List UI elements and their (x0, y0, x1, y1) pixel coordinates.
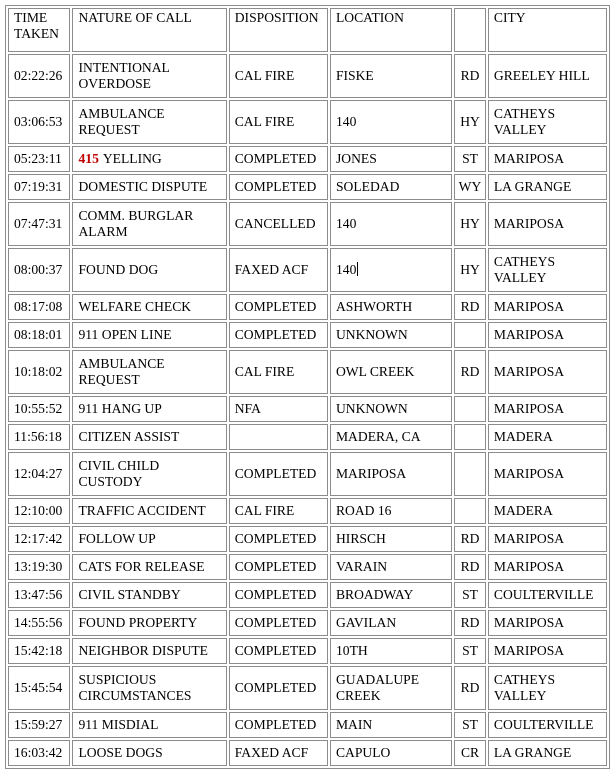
nature-cell (72, 202, 226, 246)
city-cell (488, 638, 607, 664)
disposition-cell (229, 638, 328, 664)
disposition-value: FAXED ACF (234, 262, 309, 277)
city-value: CATHEYS VALLEY (493, 254, 556, 285)
city-value: MARIPOSA (493, 216, 565, 231)
nature-value: TRAFFIC ACCIDENT (78, 503, 206, 518)
nature-cell (72, 350, 226, 394)
city-cell (488, 146, 607, 172)
location-value: FISKE (335, 68, 374, 83)
time-value: 08:00:37 (14, 262, 63, 277)
time-cell (8, 100, 70, 144)
disposition-value: COMPLETED (234, 151, 317, 166)
street-type-value: RD (460, 68, 480, 83)
location-cell (330, 174, 452, 200)
nature-value: CITIZEN ASSIST (78, 429, 180, 444)
nature-value: FOUND PROPERTY (78, 615, 198, 630)
disposition-value: FAXED ACF (234, 745, 309, 760)
location-cell (330, 424, 452, 450)
disposition-cell (229, 740, 328, 766)
street-type-value: CR (460, 745, 480, 760)
time-cell (8, 202, 70, 246)
location-value: JONES (335, 151, 377, 166)
time-value: 03:06:53 (14, 114, 63, 129)
city-cell (488, 740, 607, 766)
nature-cell (72, 248, 226, 292)
street-type-cell (454, 498, 486, 524)
time-value: 10:18:02 (14, 364, 63, 379)
time-value: 12:10:00 (14, 503, 63, 518)
time-cell (8, 610, 70, 636)
location-cell (330, 452, 452, 496)
time-cell (8, 322, 70, 348)
city-value: CATHEYS VALLEY (493, 672, 556, 703)
nature-value: COMM. BURGLAR ALARM (78, 208, 194, 239)
city-cell (488, 712, 607, 738)
nature-cell (72, 174, 226, 200)
disposition-cell (229, 396, 328, 422)
nature-cell (72, 294, 226, 320)
street-type-cell (454, 526, 486, 552)
city-cell (488, 174, 607, 200)
time-value: 08:17:08 (14, 299, 63, 314)
disposition-cell (229, 248, 328, 292)
location-value: UNKNOWN (335, 327, 408, 342)
table-row (8, 350, 607, 394)
disposition-cell (229, 54, 328, 98)
time-value: 11:56:18 (14, 429, 62, 444)
city-cell (488, 100, 607, 144)
nature-value: 911 MISDIAL (78, 717, 159, 732)
nature-cell (72, 712, 226, 738)
nature-cell (72, 146, 226, 172)
time-cell (8, 452, 70, 496)
street-type-value: HY (460, 114, 480, 129)
time-cell (8, 582, 70, 608)
time-cell (8, 396, 70, 422)
location-value: ASHWORTH (335, 299, 413, 314)
street-type-value: HY (460, 216, 480, 231)
nature-value: NEIGHBOR DISPUTE (78, 643, 208, 658)
disposition-cell (229, 712, 328, 738)
nature-value: FOLLOW UP (78, 531, 156, 546)
header-row (8, 8, 607, 52)
table-row (8, 248, 607, 292)
header-location: LOCATION (330, 8, 452, 52)
street-type-cell (454, 712, 486, 738)
nature-cell (72, 638, 226, 664)
city-cell (488, 248, 607, 292)
city-value: COULTERVILLE (493, 587, 594, 602)
location-value: MARIPOSA (335, 466, 407, 481)
disposition-cell (229, 554, 328, 580)
nature-value: FOUND DOG (78, 262, 159, 277)
nature-cell (72, 740, 226, 766)
nature-value: CIVIL CHILD CUSTODY (78, 458, 160, 489)
city-value: MARIPOSA (493, 151, 565, 166)
street-type-cell (454, 174, 486, 200)
location-cell (330, 712, 452, 738)
location-value: 140 (335, 262, 357, 277)
nature-cell (72, 452, 226, 496)
street-type-value: WY (458, 179, 482, 194)
call-log-table (5, 5, 610, 769)
city-value: MARIPOSA (493, 615, 565, 630)
time-value: 02:22:26 (14, 68, 63, 83)
city-cell (488, 54, 607, 98)
nature-cell (72, 666, 226, 710)
location-value: 140 (335, 114, 357, 129)
nature-value: YELLING (102, 151, 162, 166)
time-value: 13:19:30 (14, 559, 63, 574)
nature-value: CIVIL STANDBY (78, 587, 181, 602)
nature-value: 911 OPEN LINE (78, 327, 172, 342)
city-value: MARIPOSA (493, 401, 565, 416)
nature-value: DOMESTIC DISPUTE (78, 179, 208, 194)
location-cell (330, 666, 452, 710)
city-cell (488, 498, 607, 524)
disposition-cell (229, 174, 328, 200)
table-row (8, 610, 607, 636)
time-value: 12:04:27 (14, 466, 63, 481)
city-cell (488, 294, 607, 320)
nature-value: INTENTIONAL OVERDOSE (78, 60, 170, 91)
nature-value: 911 HANG UP (78, 401, 162, 416)
location-value: MADERA, CA (335, 429, 421, 444)
city-value: MADERA (493, 429, 553, 444)
street-type-value: ST (462, 151, 478, 166)
disposition-value: COMPLETED (234, 531, 317, 546)
time-value: 12:17:42 (14, 531, 63, 546)
street-type-value: RD (460, 559, 480, 574)
disposition-cell (229, 666, 328, 710)
street-type-cell (454, 146, 486, 172)
location-cell (330, 54, 452, 98)
street-type-cell (454, 452, 486, 496)
street-type-value: ST (462, 643, 478, 658)
nature-cell (72, 396, 226, 422)
time-cell (8, 248, 70, 292)
table-row (8, 396, 607, 422)
disposition-value: CAL FIRE (234, 364, 295, 379)
disposition-cell (229, 294, 328, 320)
disposition-value: COMPLETED (234, 179, 317, 194)
time-cell (8, 424, 70, 450)
table-row (8, 100, 607, 144)
city-value: MARIPOSA (493, 531, 565, 546)
time-cell (8, 554, 70, 580)
nature-cell (72, 322, 226, 348)
location-cell (330, 322, 452, 348)
disposition-value: COMPLETED (234, 643, 317, 658)
location-cell (330, 248, 452, 292)
city-cell (488, 424, 607, 450)
city-cell (488, 610, 607, 636)
street-type-value: HY (460, 262, 480, 277)
location-value: CAPULO (335, 745, 391, 760)
table-row (8, 666, 607, 710)
street-type-cell (454, 396, 486, 422)
text-cursor (357, 262, 358, 276)
location-value: SOLEDAD (335, 179, 400, 194)
time-cell (8, 498, 70, 524)
city-value: MARIPOSA (493, 327, 565, 342)
disposition-value: COMPLETED (234, 680, 317, 695)
table-row (8, 554, 607, 580)
time-cell (8, 526, 70, 552)
disposition-value: COMPLETED (234, 587, 317, 602)
nature-cell (72, 554, 226, 580)
nature-cell (72, 100, 226, 144)
time-cell (8, 666, 70, 710)
disposition-cell (229, 100, 328, 144)
nature-cell (72, 526, 226, 552)
call-code: 415 (78, 151, 99, 166)
location-value: HIRSCH (335, 531, 386, 546)
disposition-cell (229, 452, 328, 496)
disposition-value: NFA (234, 401, 261, 416)
street-type-cell (454, 54, 486, 98)
location-value: OWL CREEK (335, 364, 415, 379)
disposition-cell (229, 498, 328, 524)
disposition-cell (229, 146, 328, 172)
disposition-value: CAL FIRE (234, 503, 295, 518)
street-type-cell (454, 350, 486, 394)
disposition-cell (229, 424, 328, 450)
nature-value: LOOSE DOGS (78, 745, 163, 760)
disposition-value: COMPLETED (234, 615, 317, 630)
disposition-value: COMPLETED (234, 327, 317, 342)
time-cell (8, 294, 70, 320)
street-type-cell (454, 202, 486, 246)
city-value: MARIPOSA (493, 364, 565, 379)
disposition-value: CAL FIRE (234, 68, 295, 83)
time-value: 15:45:54 (14, 680, 63, 695)
header-city: CITY (488, 8, 607, 52)
table-row (8, 526, 607, 552)
location-cell (330, 294, 452, 320)
time-cell (8, 638, 70, 664)
street-type-cell (454, 582, 486, 608)
disposition-cell (229, 322, 328, 348)
street-type-cell (454, 610, 486, 636)
table-row (8, 322, 607, 348)
time-value: 07:19:31 (14, 179, 63, 194)
street-type-cell (454, 424, 486, 450)
table-row (8, 174, 607, 200)
location-cell (330, 396, 452, 422)
disposition-cell (229, 350, 328, 394)
location-cell (330, 582, 452, 608)
table-row (8, 638, 607, 664)
time-cell (8, 740, 70, 766)
time-value: 10:55:52 (14, 401, 63, 416)
street-type-value: ST (462, 587, 478, 602)
street-type-cell (454, 100, 486, 144)
nature-value: WELFARE CHECK (78, 299, 192, 314)
disposition-cell (229, 610, 328, 636)
city-value: MARIPOSA (493, 466, 565, 481)
city-value: MADERA (493, 503, 553, 518)
table-row (8, 146, 607, 172)
time-cell (8, 712, 70, 738)
time-value: 07:47:31 (14, 216, 63, 231)
table-row (8, 54, 607, 98)
location-value: UNKNOWN (335, 401, 408, 416)
time-value: 08:18:01 (14, 327, 63, 342)
city-value: COULTERVILLE (493, 717, 594, 732)
location-value: BROADWAY (335, 587, 414, 602)
city-cell (488, 452, 607, 496)
disposition-value: CAL FIRE (234, 114, 295, 129)
location-value: MAIN (335, 717, 373, 732)
table-row (8, 452, 607, 496)
time-value: 05:23:11 (14, 151, 62, 166)
street-type-value: RD (460, 531, 480, 546)
disposition-value: COMPLETED (234, 466, 317, 481)
location-cell (330, 350, 452, 394)
table-row (8, 740, 607, 766)
disposition-value: COMPLETED (234, 299, 317, 314)
city-value: MARIPOSA (493, 299, 565, 314)
location-cell (330, 498, 452, 524)
location-value: VARAIN (335, 559, 388, 574)
time-cell (8, 146, 70, 172)
nature-value: AMBULANCE REQUEST (78, 106, 165, 137)
location-cell (330, 526, 452, 552)
nature-cell (72, 54, 226, 98)
time-value: 16:03:42 (14, 745, 63, 760)
city-value: GREELEY HILL (493, 68, 590, 83)
street-type-value: RD (460, 364, 480, 379)
street-type-value: ST (462, 717, 478, 732)
time-cell (8, 54, 70, 98)
city-value: MARIPOSA (493, 643, 565, 658)
time-value: 15:59:27 (14, 717, 63, 732)
location-cell (330, 610, 452, 636)
city-cell (488, 666, 607, 710)
disposition-cell (229, 202, 328, 246)
city-cell (488, 526, 607, 552)
street-type-value: RD (460, 680, 480, 695)
location-value: ROAD 16 (335, 503, 392, 518)
city-value: LA GRANGE (493, 179, 572, 194)
nature-cell (72, 582, 226, 608)
time-value: 15:42:18 (14, 643, 63, 658)
street-type-value: RD (460, 615, 480, 630)
street-type-cell (454, 322, 486, 348)
location-cell (330, 638, 452, 664)
city-cell (488, 202, 607, 246)
header-time-taken: TIME TAKEN (8, 8, 70, 52)
nature-cell (72, 424, 226, 450)
table-row (8, 294, 607, 320)
street-type-cell (454, 294, 486, 320)
disposition-value: COMPLETED (234, 717, 317, 732)
header-disposition: DISPOSITION (229, 8, 328, 52)
location-value: GAVILAN (335, 615, 397, 630)
disposition-cell (229, 582, 328, 608)
city-value: LA GRANGE (493, 745, 572, 760)
table-row (8, 712, 607, 738)
street-type-cell (454, 638, 486, 664)
location-value: 140 (335, 216, 357, 231)
nature-value: CATS FOR RELEASE (78, 559, 205, 574)
location-cell (330, 554, 452, 580)
time-value: 14:55:56 (14, 615, 63, 630)
city-cell (488, 582, 607, 608)
location-cell (330, 740, 452, 766)
city-cell (488, 554, 607, 580)
time-cell (8, 350, 70, 394)
header-nature-of-call: NATURE OF CALL (72, 8, 226, 52)
city-cell (488, 322, 607, 348)
nature-cell (72, 498, 226, 524)
location-value: 10TH (335, 643, 368, 658)
nature-value: AMBULANCE REQUEST (78, 356, 165, 387)
nature-cell (72, 610, 226, 636)
table-row (8, 498, 607, 524)
nature-value: SUSPICIOUS CIRCUMSTANCES (78, 672, 192, 703)
table-row (8, 202, 607, 246)
header-street-type (454, 8, 486, 52)
time-value: 13:47:56 (14, 587, 63, 602)
location-value: GUADALUPE CREEK (335, 672, 420, 703)
city-value: MARIPOSA (493, 559, 565, 574)
disposition-cell (229, 526, 328, 552)
table-row (8, 582, 607, 608)
street-type-cell (454, 666, 486, 710)
street-type-cell (454, 554, 486, 580)
location-cell (330, 100, 452, 144)
city-value: CATHEYS VALLEY (493, 106, 556, 137)
time-cell (8, 174, 70, 200)
street-type-cell (454, 248, 486, 292)
city-cell (488, 396, 607, 422)
location-cell (330, 202, 452, 246)
disposition-value: COMPLETED (234, 559, 317, 574)
table-row (8, 424, 607, 450)
disposition-value: CANCELLED (234, 216, 316, 231)
street-type-cell (454, 740, 486, 766)
street-type-value: RD (460, 299, 480, 314)
city-cell (488, 350, 607, 394)
location-cell (330, 146, 452, 172)
